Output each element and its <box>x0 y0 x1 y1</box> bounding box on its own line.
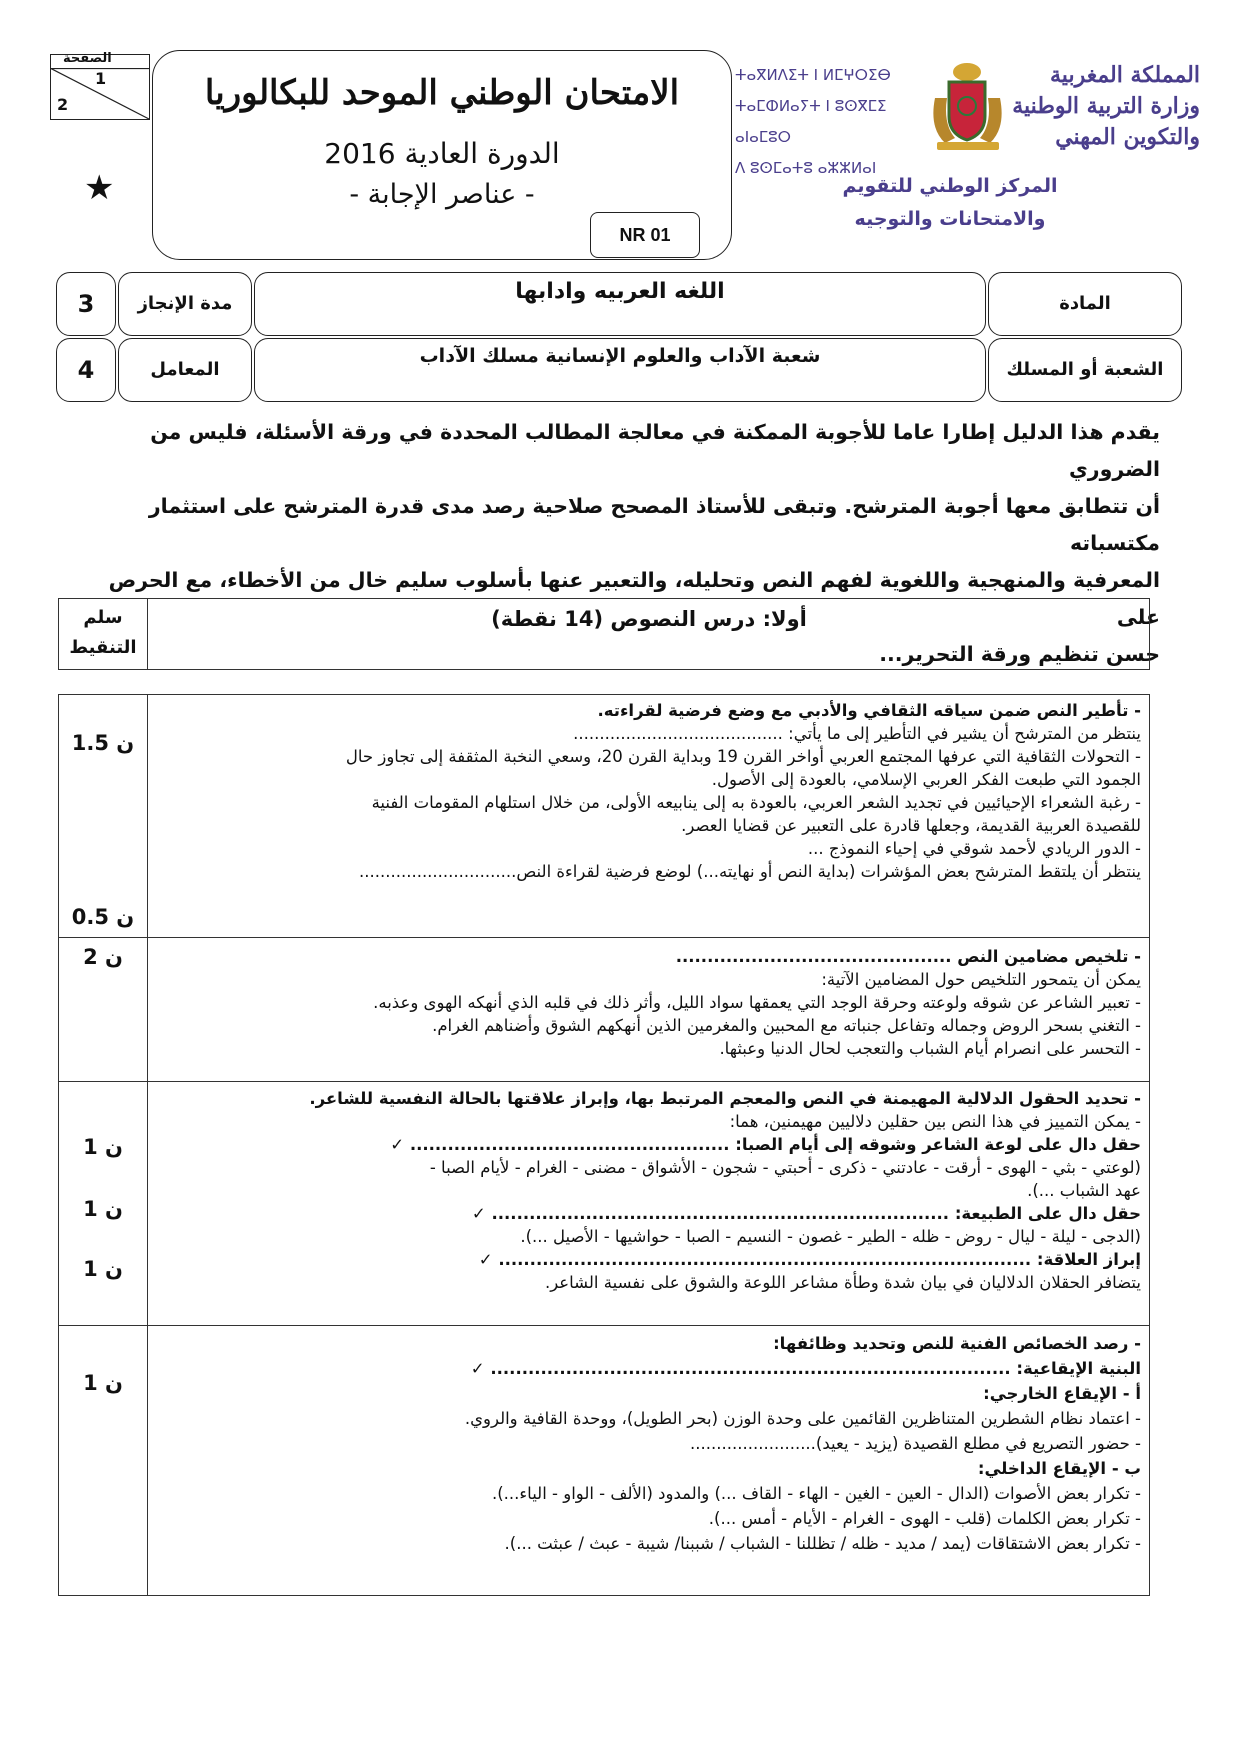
exam-code-box <box>590 212 700 258</box>
score-hypothesis: 0.5 ن <box>71 905 135 929</box>
coef-label: المعامل <box>150 359 220 380</box>
kingdom-block <box>1000 60 1200 153</box>
duration-value: 3 <box>77 290 95 318</box>
kingdom-line-2: وزارة التربية الوطنية <box>1012 93 1200 119</box>
answer-block-framing: - تأطير النص ضمن سياقه الثقافي والأدبي مع وضع فرضية لقراءته. ينتظر من المترشح أن يشير في التأطير إلى ما يأتي: ........................................ - التحولات الثقافية التي عرفها المجتمع العربي أواخر القرن 19 وبداية القرن 20، وسعي النخبة المثقفة إلى تجاوز حال الجمود التي طبعت الفكر العربي الإسلامي، بالعودة إلى الأصول. - رغبة الشعراء الإحيائيين في تجديد الشعر العربي، بالعودة به إلى ينابيعه الأولى، من خلال استلهام المقومات الفنية للقصيدة العربية القديمة، وجعلها قادرة على التعبير عن قضايا العصر. - الدور الريادي لأحمد شوقي في إحياء النموذج ... ينتظر أن يلتقط المترشح بعض المؤشرات (بداية النص أو نهايته...) لوضع فرضية لقراءة النص.............................. <box>345 701 1141 881</box>
score-relation: 1 ن <box>83 1257 123 1281</box>
answer-block-summary: - تلخيص مضامين النص ............................................ يمكن أن يتمحور التلخيص حول المضامين الآتية: - تعبير الشاعر عن شوقه ولوعته وحرقة الوجد التي يعمقها سواد الليل، وأثر ذلك في قلبه الذي أنهكه الهوى وعذبه. - التغني بسحر الروض وجماله وتفاعل جنباته مع المحبين والمغرمين الذين أنهكهم الشوق وأضناهم الغرام. - التحسر على انصرام أيام الشباب والتعجب لحال الدنيا وعبثها. <box>373 947 1141 1058</box>
duration-label-cell <box>118 272 252 336</box>
page-total: 2 <box>57 95 69 114</box>
score-field-2: 1 ن <box>83 1197 123 1221</box>
score-framing: 1.5 ن <box>71 731 135 755</box>
center-line-1: المركز الوطني للتقويم <box>842 175 1058 197</box>
center-block <box>830 170 1070 236</box>
branch-value-cell <box>254 338 986 402</box>
coef-value-cell <box>56 338 116 402</box>
duration-value-cell <box>56 272 116 336</box>
subject-value: اللغه العربيه وادابها <box>515 279 725 304</box>
exam-session: الدورة العادية 2016 <box>324 137 560 170</box>
exam-code: NR 01 <box>619 225 671 245</box>
branch-label-cell <box>988 338 1182 402</box>
guide-line: أن تتطابق معها أجوبة المترشح. وتبقى للأستاذ المصحح صلاحية رصد مدى قدرة المترشح على استثمار مكتسباته <box>148 494 1160 555</box>
kingdom-line-3: والتكوين المهني <box>1055 124 1200 150</box>
tifinagh-line-3: ⴷ ⵓⵙⵎⴰⵜⵓ ⴰⵣⵣⵍⴰⵏ <box>735 159 877 177</box>
branch-value: شعبة الآداب والعلوم الإنسانية مسلك الآداب <box>419 345 821 367</box>
tifinagh-block <box>735 60 945 184</box>
duration-label: مدة الإنجاز <box>137 293 233 314</box>
page-label: الصفحة <box>63 51 112 66</box>
scale-label: سلم التنقيط <box>69 607 137 658</box>
answer-block-artistic: - رصد الخصائص الفنية للنص وتحديد وظائفها: البنية الإيقاعية: ................................................................................... ✓ أ - الإيقاع الخارجي: - اعتماد نظام الشطرين المتناظرين القائمين على وحدة الوزن (بحر الطويل)، ووحدة القافية والروي. - حضور التصريع في مطلع القصيدة (يزيد - يعيد)........................ ب - الإيقاع الداخلي: - تكرار بعض الأصوات (الدال - العين - الغين - الهاء - القاف ...) والمدود (الألف - الواو - الياء...). - تكرار بعض الكلمات (قلب - الهوى - الغرام - الأيام - أمس ...). - تكرار بعض الاشتقاقات (يمد / مديد - ظله / تظللنا - الشباب / شببنا/ شيبة - عبث / عبثت ...). <box>155 1331 1141 1556</box>
exam-subtitle: - عناصر الإجابة - <box>349 179 535 210</box>
page-current: 1 <box>95 69 107 88</box>
guide-line: حسن تنظيم ورقة التحرير... <box>879 642 1160 666</box>
section-header-table <box>58 598 1150 670</box>
coef-value: 4 <box>77 356 95 384</box>
exam-title: الامتحان الوطني الموحد للبكالوريا <box>204 73 680 113</box>
coat-of-arms-icon <box>925 58 1010 153</box>
score-rhythm: 1 ن <box>83 1371 123 1395</box>
star-icon: ★ <box>84 168 115 208</box>
tifinagh-line-2: ⵜⴰⵎⵀⵍⴰⵢⵜ ⵏ ⵓⵙⴳⵎⵉ ⴰⵏⴰⵎⵓⵔ <box>735 97 887 146</box>
subject-label: المادة <box>1059 293 1111 314</box>
guide-line: يقدم هذا الدليل إطارا عاما للأجوبة الممكنة في معالجة المطالب المحددة في ورقة الأسئلة، فليس من الضروري <box>150 420 1160 481</box>
answers-table <box>58 694 1150 1596</box>
score-summary: 2 ن <box>83 945 123 969</box>
kingdom-line-1: المملكة المغربية <box>1050 62 1200 88</box>
branch-label: الشعبة أو المسلك <box>1006 359 1164 380</box>
subject-label-cell <box>988 272 1182 336</box>
section-title: أولا: درس النصوص (14 نقطة) <box>491 607 807 631</box>
guide-line: المعرفية والمنهجية واللغوية لفهم النص وتحليله، والتعبير عنها بأسلوب سليم خال من الأخطاء، مع الحرص على <box>108 568 1160 629</box>
page-number-box <box>50 51 150 120</box>
coef-label-cell <box>118 338 252 402</box>
score-field-1: 1 ن <box>83 1135 123 1159</box>
subject-value-cell <box>254 272 986 336</box>
answer-block-semantic-fields: - تحديد الحقول الدلالية المهيمنة في النص والمعجم المرتبط بها، وإبراز علاقتها بالحالة النفسية للشاعر. - يمكن التمييز في هذا النص بين حقلين دلاليين مهيمنين، هما: حقل دال على لوعة الشاعر وشوقه إلى أيام الصبا: ................................................... ✓ (لوعتي - بثي - الهوى - أرقت - عادتني - ذكرى - أحبتي - شجون - الأشواق - مضنى - الغرام - لأيام الصبا - عهد الشباب ...). حقل دال على الطبيعة: ......................................................................... ✓ (الدجى - ليلة - ليال - روض - ظله - الطير - غصون - النسيم - الصبا - حواشيها - الأصيل ...). إبراز العلاقة: ..................................................................................... ✓ يتضافر الحقلان الدلاليان في بيان شدة وطأة مشاعر اللوعة والشوق على نفسية الشاعر. <box>155 1087 1141 1294</box>
center-line-2: والامتحانات والتوجيه <box>854 208 1046 230</box>
tifinagh-line-1: ⵜⴰⴳⵍⴷⵉⵜ ⵏ ⵍⵎⵖⵔⵉⴱ <box>735 66 891 84</box>
